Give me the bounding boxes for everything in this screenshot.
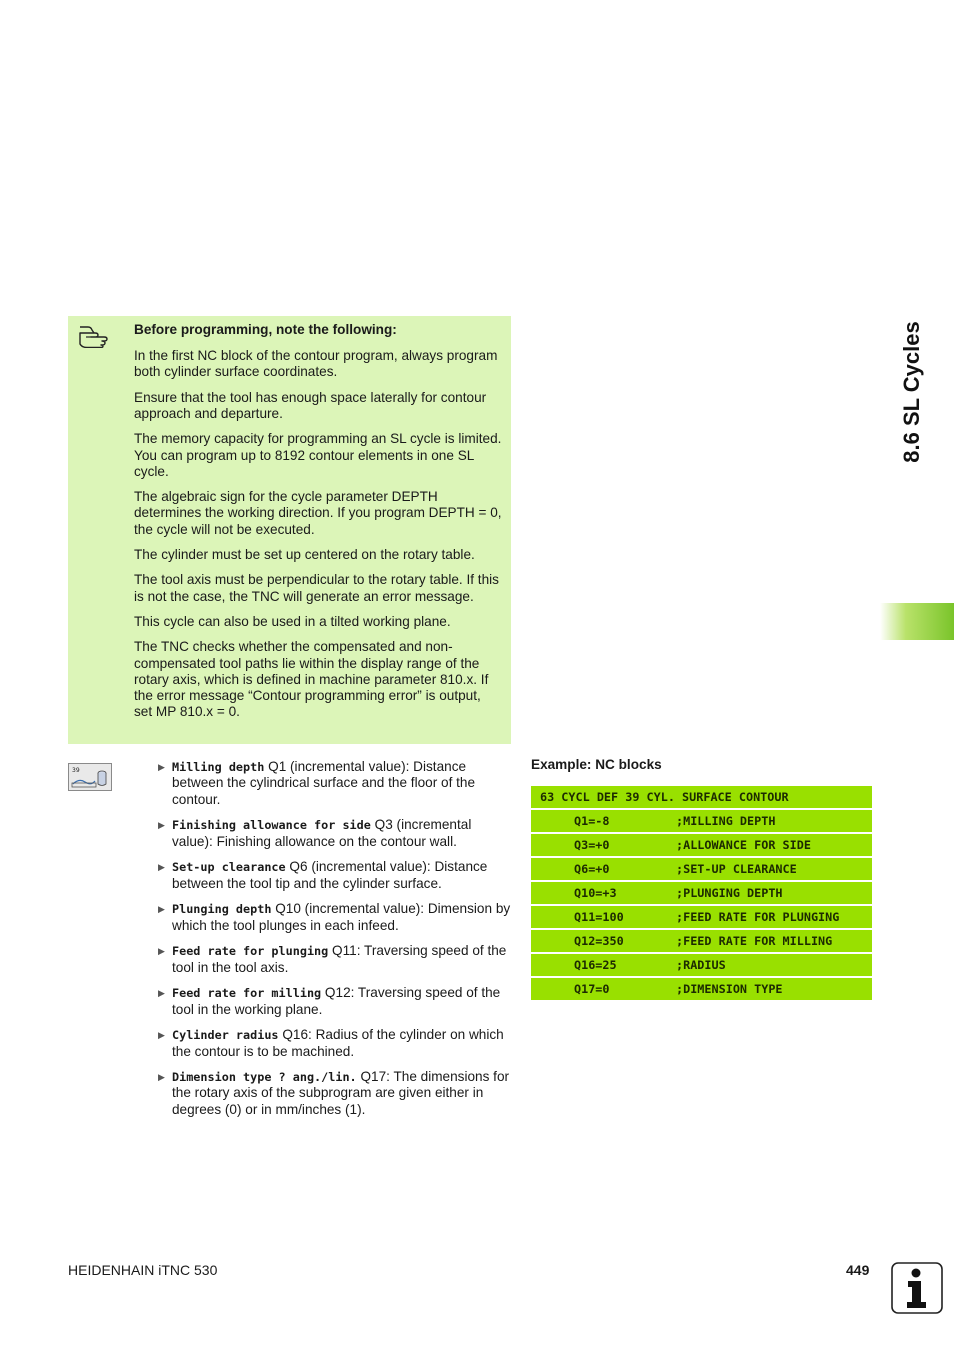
nc-param: Q6=+0 xyxy=(574,862,610,876)
param-name: Plunging depth xyxy=(172,902,272,917)
triangle-right-icon: ▶ xyxy=(158,862,165,873)
param-desc: Q17: The dimensions for the rotary axis of the subprogram are given either in degrees (0) or in mm/inches (1). xyxy=(172,1069,510,1117)
nc-row xyxy=(531,882,872,904)
triangle-right-icon: ▶ xyxy=(158,820,165,831)
param-desc: Q16: Radius of the cylinder on which the contour is to be machined. xyxy=(172,1027,504,1059)
note-paragraph: The TNC checks whether the compensated and non-compensated tool paths lie within the display range of the rotary axis, which is defined in machine parameter 810.x. If the error message “Contour programming error” is output, set MP 810.x = 0. xyxy=(134,639,489,720)
cycle-icon-label: 39 xyxy=(72,767,80,774)
param-desc: Q1 (incremental value): Distance between the cylindrical surface and the floor of the contour. xyxy=(172,759,476,807)
param-name: Cylinder radius xyxy=(172,1028,279,1043)
nc-row xyxy=(531,954,872,976)
info-icon[interactable] xyxy=(891,1262,943,1314)
footer-product: HEIDENHAIN iTNC 530 xyxy=(68,1262,218,1278)
note-paragraph: The cylinder must be set up centered on the rotary table. xyxy=(134,546,475,562)
chapter-title-text: 8.6 SL Cycles xyxy=(899,321,924,463)
nc-comment: ;RADIUS xyxy=(676,958,726,972)
list-item xyxy=(158,1027,512,1060)
note-paragraph: This cycle can also be used in a tilted working plane. xyxy=(134,613,451,629)
nc-comment: ;SET-UP CLEARANCE xyxy=(676,862,797,876)
triangle-right-icon: ▶ xyxy=(158,1072,165,1083)
triangle-right-icon: ▶ xyxy=(158,762,165,772)
note-content xyxy=(134,322,502,730)
nc-param: Q3=+0 xyxy=(574,838,610,852)
nc-row xyxy=(531,834,872,856)
triangle-right-icon: ▶ xyxy=(158,946,165,957)
list-item xyxy=(158,985,512,1018)
list-item xyxy=(158,1069,512,1118)
cylinder-surface-icon xyxy=(69,764,111,790)
param-desc: Q10 (incremental value): Dimension by which the tool plunges in each infeed. xyxy=(172,901,511,933)
note-paragraph: Ensure that the tool has enough space laterally for contour approach and departure. xyxy=(134,389,487,421)
nc-comment: ;MILLING DEPTH xyxy=(676,814,776,828)
triangle-right-icon: ▶ xyxy=(158,904,165,915)
parameter-list xyxy=(158,759,512,1127)
cycle-39-icon xyxy=(68,763,112,791)
param-name: Feed rate for plunging xyxy=(172,944,329,959)
param-name: Milling depth xyxy=(172,760,265,774)
pointing-hand-icon xyxy=(78,324,112,348)
nc-comment: ;FEED RATE FOR MILLING xyxy=(676,934,833,948)
param-name: Set-up clearance xyxy=(172,860,286,875)
nc-header-line: 63 CYCL DEF 39 CYL. SURFACE CONTOUR xyxy=(540,790,789,804)
nc-param: Q1=-8 xyxy=(574,814,610,828)
nc-param: Q17=0 xyxy=(574,982,610,996)
list-item xyxy=(158,901,512,934)
note-paragraph: The algebraic sign for the cycle parameter DEPTH determines the working direction. If you program DEPTH = 0, the cycle will not be executed. xyxy=(134,489,502,537)
nc-comment: ;DIMENSION TYPE xyxy=(676,982,783,996)
note-paragraph: In the first NC block of the contour program, always program both cylinder surface coordinates. xyxy=(134,348,498,380)
nc-blocks xyxy=(531,786,872,1002)
chapter-tab xyxy=(880,603,954,640)
nc-row xyxy=(531,930,872,952)
page-number: 449 xyxy=(846,1262,870,1278)
param-name: Dimension type ? ang./lin. xyxy=(172,1070,357,1085)
nc-param: Q10=+3 xyxy=(574,886,617,900)
nc-param: Q12=350 xyxy=(574,934,624,948)
list-item xyxy=(158,943,512,976)
nc-comment: ;FEED RATE FOR PLUNGING xyxy=(676,910,840,924)
param-desc: Q12: Traversing speed of the tool in the working plane. xyxy=(172,985,501,1017)
nc-row xyxy=(531,810,872,832)
triangle-right-icon: ▶ xyxy=(158,1030,165,1041)
param-name: Finishing allowance for side xyxy=(172,818,371,833)
nc-param: Q16=25 xyxy=(574,958,617,972)
list-item xyxy=(158,759,512,808)
list-item xyxy=(158,817,512,850)
nc-row-header xyxy=(531,786,872,808)
example-title: Example: NC blocks xyxy=(531,757,662,772)
nc-comment: ;ALLOWANCE FOR SIDE xyxy=(676,838,811,852)
note-title: Before programming, note the following: xyxy=(134,322,397,337)
note-paragraph: The tool axis must be perpendicular to the rotary table. If this is not the case, the TNC will generate an error message. xyxy=(134,572,499,604)
list-item xyxy=(158,859,512,892)
param-desc: Q3 (incremental value): Finishing allowance on the contour wall. xyxy=(172,817,472,849)
nc-row xyxy=(531,906,872,928)
param-desc: Q6 (incremental value): Distance between the tool tip and the cylinder surface. xyxy=(172,859,488,891)
triangle-right-icon: ▶ xyxy=(158,988,165,999)
note-paragraph: The memory capacity for programming an SL cycle is limited. You can program up to 8192 contour elements in one SL cycle. xyxy=(134,431,502,479)
param-desc: Q11: Traversing speed of the tool in the tool axis. xyxy=(172,943,507,975)
nc-row xyxy=(531,858,872,880)
nc-comment: ;PLUNGING DEPTH xyxy=(676,886,783,900)
nc-row xyxy=(531,978,872,1000)
nc-param: Q11=100 xyxy=(574,910,624,924)
param-name: Feed rate for milling xyxy=(172,986,322,1001)
